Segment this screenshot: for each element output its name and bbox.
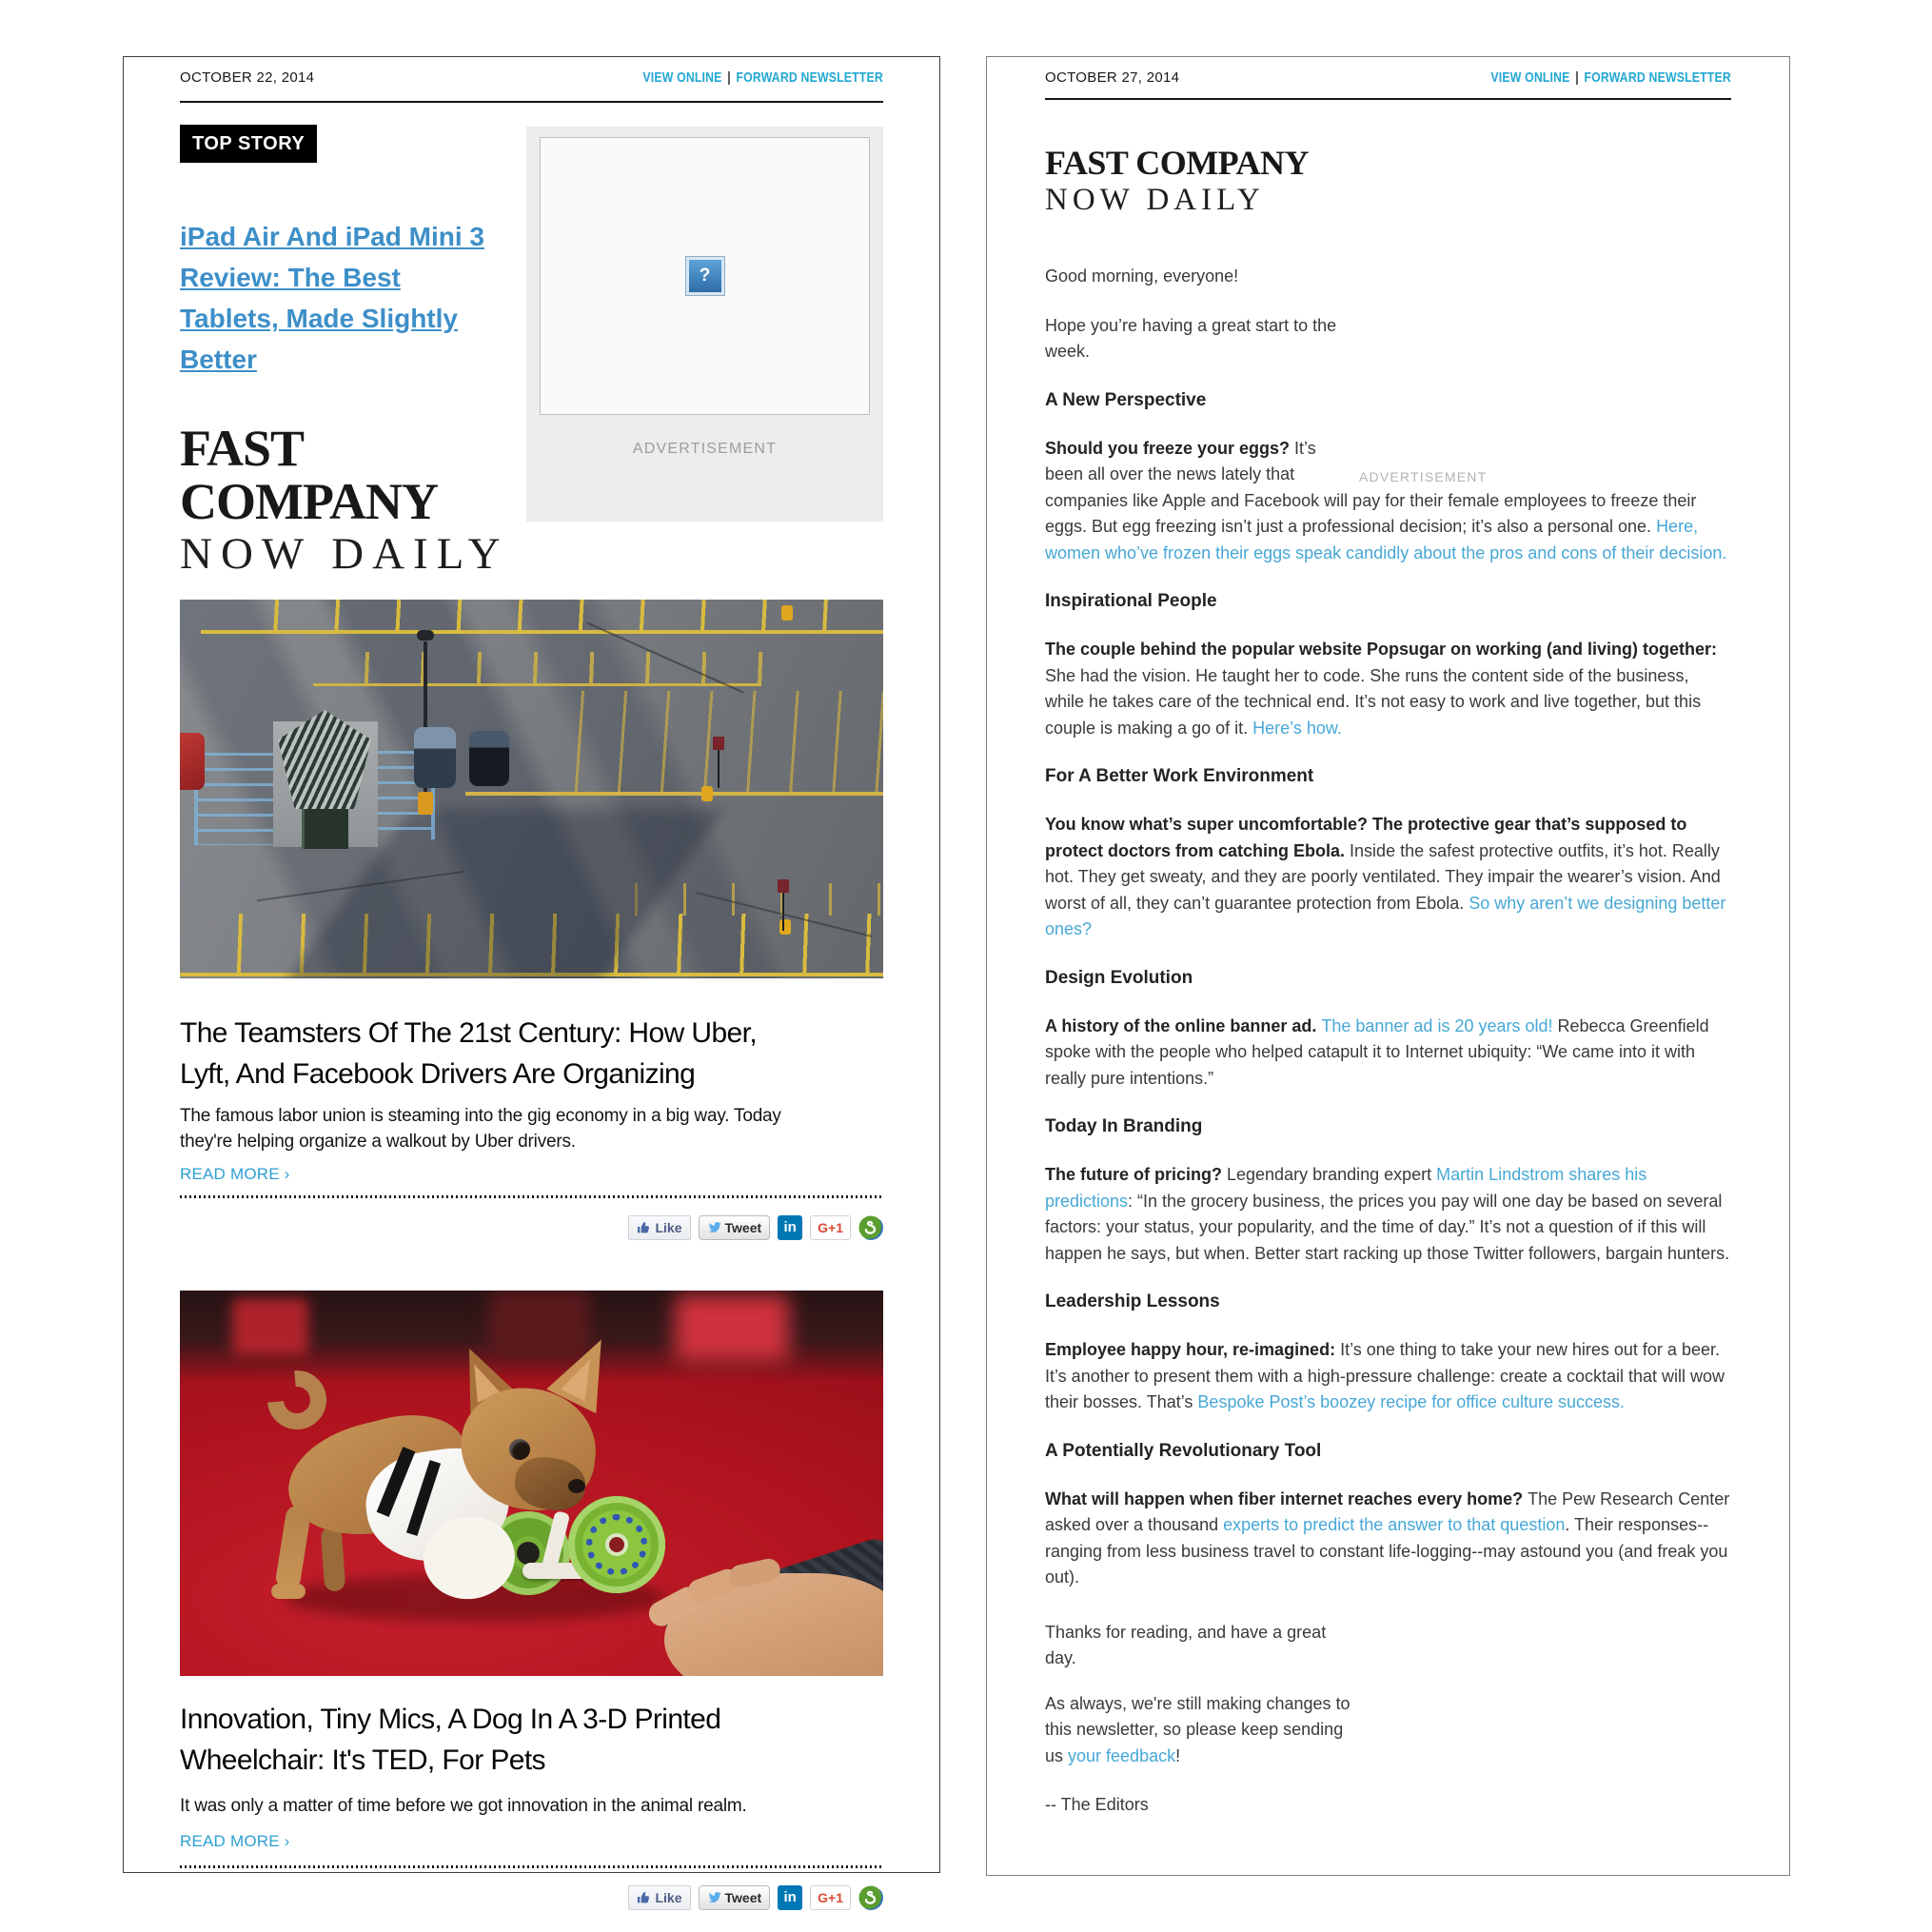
text-segment: Rebecca Greenfield spoke with the people who helped catapult it to Internet ubiquity: “We came into it with really pure intentions.” xyxy=(1045,1015,1709,1088)
story-summary-line: they're helping organize a walkout by Uber drivers. xyxy=(180,1132,576,1152)
tweet-label: Tweet xyxy=(724,1219,762,1235)
parking-sign xyxy=(778,879,789,893)
story-title[interactable] xyxy=(180,1699,883,1781)
tweet-label: Tweet xyxy=(724,1889,762,1905)
section-paragraph xyxy=(1045,1014,1731,1093)
section-heading: Today In Branding xyxy=(1045,1116,1203,1136)
parking-sign xyxy=(713,737,724,750)
newsletter-oct-22 xyxy=(123,56,940,1905)
parking-line xyxy=(465,792,883,796)
section-paragraph xyxy=(1045,637,1731,741)
section-paragraph xyxy=(1045,1337,1731,1416)
google-plus-one-button[interactable] xyxy=(810,1215,851,1240)
text-segment: us xyxy=(1045,1745,1069,1765)
header-rule xyxy=(1045,98,1731,100)
stumbleupon-icon xyxy=(858,1885,883,1910)
story-summary-line: It was only a matter of time before we got innovation in the animal realm. xyxy=(180,1796,747,1816)
logo-now-daily: NOW DAILY xyxy=(180,529,509,579)
story-title[interactable] xyxy=(180,1013,883,1094)
headline-line[interactable]: Review: The Best xyxy=(180,263,401,292)
facebook-like-button[interactable] xyxy=(628,1215,690,1240)
inline-link[interactable]: So why aren’t we designing better ones? xyxy=(1045,893,1726,938)
section-paragraph xyxy=(1045,812,1731,943)
inline-link[interactable]: Here, women who’ve frozen their eggs speak candidly about the pros and cons of their decision. xyxy=(1045,517,1727,562)
inline-link[interactable]: experts to predict the answer to that question xyxy=(1223,1515,1566,1534)
like-label: Like xyxy=(655,1219,682,1235)
forward-newsletter-link[interactable]: FORWARD NEWSLETTER xyxy=(736,69,883,86)
section-heading: Design Evolution xyxy=(1045,967,1193,988)
section-heading: Leadership Lessons xyxy=(1045,1291,1220,1311)
social-share-row xyxy=(180,1884,883,1910)
closing-line: day. xyxy=(1045,1648,1076,1667)
view-online-link[interactable]: VIEW ONLINE xyxy=(1490,69,1570,86)
section-lead xyxy=(1045,436,1731,488)
red-light-panel xyxy=(675,1294,789,1361)
closing-text xyxy=(1045,1620,1731,1672)
dotted-divider xyxy=(180,1195,883,1198)
story-title-line[interactable]: Wheelchair: It's TED, For Pets xyxy=(180,1745,545,1776)
advertisement-label: ADVERTISEMENT xyxy=(1359,468,1488,484)
feedback-line: As always, we're still making changes to xyxy=(1045,1693,1350,1713)
thumbs-up-icon xyxy=(637,1220,651,1234)
dotted-divider xyxy=(180,1865,883,1868)
tweet-button[interactable] xyxy=(699,1215,771,1240)
wheelchair-front-wheel xyxy=(568,1496,665,1593)
broken-image-icon: ? xyxy=(686,257,724,295)
linkedin-share-button[interactable] xyxy=(778,1885,802,1910)
nav-separator: | xyxy=(1575,69,1579,86)
section-paragraph xyxy=(1045,1487,1731,1591)
section-paragraph xyxy=(1045,1162,1731,1267)
dog-nose xyxy=(568,1479,585,1493)
headline-line[interactable]: Better xyxy=(180,345,257,374)
text-segment: Should you freeze your eggs? xyxy=(1045,438,1291,458)
text-segment: You know what’s super uncomfortable? The protective gear that’s supposed to protect doctors from catching Ebola. xyxy=(1045,815,1687,860)
parking-line xyxy=(201,630,883,634)
red-light-panel xyxy=(232,1298,308,1355)
suv-car xyxy=(414,727,456,788)
article-image-dog-wheelchair xyxy=(180,1291,883,1676)
top-story-badge: TOP STORY xyxy=(180,125,317,163)
text-segment: been all over the news lately that xyxy=(1045,464,1295,483)
inline-link[interactable]: Bespoke Post’s boozey recipe for office culture success. xyxy=(1197,1392,1625,1411)
parking-stripes xyxy=(313,652,770,686)
yellow-bollard xyxy=(779,919,791,935)
read-more-link[interactable]: READ MORE › xyxy=(180,1165,290,1183)
twitter-bird-icon xyxy=(707,1220,721,1234)
feedback-text xyxy=(1045,1691,1731,1770)
logo-fast-company: FAST COMPANY xyxy=(180,420,438,530)
text-segment: The couple behind the popular website Popsugar on working (and living) together: xyxy=(1045,640,1718,659)
signature: -- The Editors xyxy=(1045,1795,1149,1814)
stumbleupon-button[interactable] xyxy=(858,1215,883,1240)
logo-now-daily: NOW DAILY xyxy=(1045,183,1265,217)
yellow-bollard xyxy=(781,605,793,621)
gplus-label: G+1 xyxy=(818,1219,843,1235)
header-nav xyxy=(1491,69,1731,87)
nav-separator: | xyxy=(727,69,731,86)
linkedin-label: in xyxy=(783,1219,797,1235)
thumbs-up-icon xyxy=(637,1890,651,1904)
text-segment: The future of pricing? xyxy=(1045,1165,1227,1184)
feedback-line xyxy=(1045,1744,1731,1770)
twitter-bird-icon xyxy=(707,1890,721,1904)
text-segment: companies like Apple and Facebook will pay for their female employees to freeze their eggs. But egg freezing isn’t just a professional decision; it’s also a personal one. xyxy=(1045,490,1697,536)
google-plus-one-button[interactable] xyxy=(810,1885,851,1910)
sedan-car xyxy=(469,731,509,786)
text-segment: Legendary branding expert xyxy=(1227,1165,1437,1184)
section-paragraph xyxy=(1045,488,1731,567)
section-heading: For A Better Work Environment xyxy=(1045,766,1314,786)
text-segment: Inside the safest protective outfits, it’s hot. Really hot. They get sweaty, and they are poorly ventilated. They impair the wearer’s vision. And worst of all, they can’t guarantee protection from Ebola. xyxy=(1045,840,1721,913)
text-segment: She had the vision. He taught her to code. She runs the content side of the business, while he takes care of the technical end. It’s not easy to work and live together, but this couple is making a go of it. xyxy=(1045,665,1702,738)
issue-date: OCTOBER 27, 2014 xyxy=(1045,69,1180,86)
article-image-parking-lot xyxy=(180,600,883,978)
yellow-bollard xyxy=(701,786,713,801)
story-title-line[interactable]: Lyft, And Facebook Drivers Are Organizing xyxy=(180,1058,696,1090)
story-summary xyxy=(180,1793,883,1819)
newsletter-header xyxy=(180,57,883,87)
stumbleupon-button[interactable] xyxy=(858,1885,883,1910)
inline-link[interactable]: The banner ad is 20 years old! xyxy=(1321,1015,1553,1035)
logo-fast-company: FAST COMPANY xyxy=(1045,144,1309,182)
linkedin-share-button[interactable] xyxy=(778,1215,802,1240)
headline-line[interactable]: iPad Air And iPad Mini 3 xyxy=(180,222,484,251)
text-segment: . Their responses--ranging from less business travel to constant life-logging--may astound you (and freak you out). xyxy=(1045,1515,1728,1587)
story-title-line[interactable]: The Teamsters Of The 21st Century: How Uber, xyxy=(180,1017,758,1049)
section-heading: Inspirational People xyxy=(1045,591,1217,611)
text-segment: The Pew Research Center asked over a thousand xyxy=(1045,1488,1730,1534)
text-segment: A history of the online banner ad. xyxy=(1045,1015,1322,1035)
section-heading: A Potentially Revolutionary Tool xyxy=(1045,1440,1322,1461)
inline-link[interactable]: your feedback xyxy=(1068,1745,1176,1765)
top-story-headline[interactable] xyxy=(180,216,542,380)
text-segment: ! xyxy=(1175,1745,1181,1765)
forward-newsletter-link[interactable]: FORWARD NEWSLETTER xyxy=(1584,69,1731,86)
text-segment: : “In the grocery business, the prices you pay will one day be based on several factors: your status, your popularity, and the time of day.” It’s not a question of if this will happen he says, but when. Better start racking up those Twitter followers, bargain hunters. xyxy=(1045,1191,1730,1263)
dog-leg xyxy=(321,1526,346,1591)
kiosk-body xyxy=(302,805,348,849)
newsletter-oct-27 xyxy=(986,56,1790,1876)
advertisement-box xyxy=(526,127,883,522)
read-more-link[interactable]: READ MORE › xyxy=(180,1832,290,1850)
top-story-block xyxy=(180,103,883,580)
text-segment: What will happen when fiber internet reaches every home? xyxy=(1045,1488,1528,1508)
stumbleupon-icon xyxy=(858,1215,883,1240)
section-heading: A New Perspective xyxy=(1045,389,1207,410)
parking-line xyxy=(313,683,760,686)
headline-line[interactable]: Tablets, Made Slightly xyxy=(180,304,458,333)
inline-link[interactable]: Martin Lindstrom shares his predictions xyxy=(1045,1165,1647,1211)
closing-line: Thanks for reading, and have a great xyxy=(1045,1622,1327,1642)
advertisement-label: ADVERTISEMENT xyxy=(632,441,778,457)
feedback-line: this newsletter, so please keep sending xyxy=(1045,1720,1344,1739)
fast-company-logo xyxy=(1045,144,1731,218)
newsletter-header xyxy=(1045,57,1731,87)
dog-paw xyxy=(271,1584,306,1599)
intro-line: week. xyxy=(1045,342,1091,361)
red-car xyxy=(180,733,205,790)
story-summary xyxy=(180,1103,883,1154)
text-segment: It’s one thing to take your new hires out for a beer. It’s another to present them with a high-pressure challenge: create a cocktail that will wow their bosses. That’s xyxy=(1045,1340,1725,1411)
greeting-text: Good morning, everyone! xyxy=(1045,266,1239,286)
story-summary-line: The famous labor union is steaming into the gig economy in a big way. Today xyxy=(180,1106,781,1126)
linkedin-label: in xyxy=(783,1889,797,1905)
intro-text xyxy=(1045,313,1731,365)
section-lead-line xyxy=(1045,436,1731,463)
advertisement-image-slot xyxy=(540,137,870,415)
dog-eye xyxy=(509,1439,530,1460)
text-segment: Employee happy hour, re-imagined: xyxy=(1045,1340,1341,1359)
social-share-row xyxy=(180,1214,883,1240)
intro-line: Hope you’re having a great start to the xyxy=(1045,315,1337,335)
header-nav xyxy=(643,69,883,87)
story-title-line[interactable]: Innovation, Tiny Mics, A Dog In A 3-D Printed xyxy=(180,1704,721,1735)
issue-date: OCTOBER 22, 2014 xyxy=(180,69,315,86)
facebook-like-button[interactable] xyxy=(628,1885,690,1910)
gplus-label: G+1 xyxy=(818,1889,843,1905)
tweet-button[interactable] xyxy=(699,1885,771,1910)
view-online-link[interactable]: VIEW ONLINE xyxy=(642,69,722,86)
text-segment: It’s xyxy=(1290,438,1316,458)
like-label: Like xyxy=(655,1889,682,1905)
inline-link[interactable]: Here’s how. xyxy=(1252,718,1342,738)
